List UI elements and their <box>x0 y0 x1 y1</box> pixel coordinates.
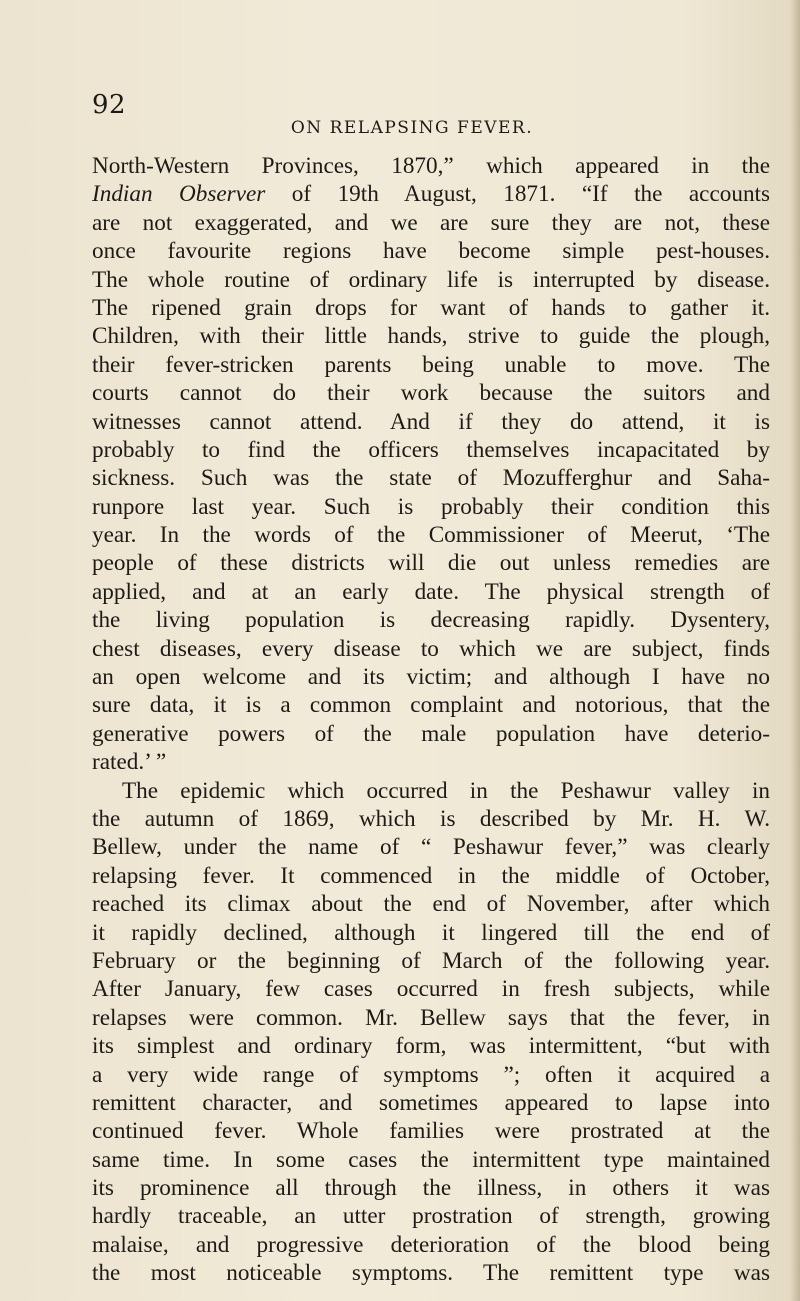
running-head: ON RELAPSING FEVER. <box>290 118 534 138</box>
italic-title: Indian Observer <box>92 181 266 208</box>
text-line: once favourite regions have become simple pest-houses. <box>92 238 770 265</box>
text-line: runpore last year. Such is probably their condition this <box>92 493 770 520</box>
text-line: courts cannot do their work because the suitors and <box>92 380 770 407</box>
text-line: continued fever. Whole families were prostrated at the <box>92 1118 770 1145</box>
text-line: the autumn of 1869, which is described by Mr. H. W. <box>92 805 770 832</box>
text-line: sickness. Such was the state of Mozufferghur and Saha- <box>92 465 770 492</box>
text-line: Children, with their little hands, strive to guide the plough, <box>92 323 770 350</box>
text-line: malaise, and progressive deterioration of the blood being <box>92 1231 770 1258</box>
text-line <box>92 180 770 208</box>
text-line: sure data, it is a common complaint and notorious, that the <box>92 692 770 719</box>
text-line: remittent character, and sometimes appeared to lapse into <box>92 1089 770 1116</box>
text-line: people of these districts will die out unless remedies are <box>92 550 770 577</box>
text-line: rated.’ ” <box>92 749 167 776</box>
text-line: relapsing fever. It commenced in the middle of October, <box>92 862 770 889</box>
text-line: Bellew, under the name of “ Peshawur fever,” was clearly <box>92 834 770 861</box>
text-line: its simplest and ordinary form, was intermittent, “but with <box>92 1033 770 1060</box>
text-line: February or the beginning of March of the following year. <box>92 947 770 974</box>
text-line: are not exaggerated, and we are sure they are not, these <box>92 209 770 236</box>
text-line: a very wide range of symptoms ”; often it acquired a <box>92 1061 770 1088</box>
page-number: 92 <box>92 90 127 120</box>
body-text <box>92 152 770 1288</box>
text-line: witnesses cannot attend. And if they do attend, it is <box>92 408 770 435</box>
text-line: The whole routine of ordinary life is interrupted by disease. <box>92 266 770 293</box>
text-line: The ripened grain drops for want of hands to gather it. <box>92 294 770 321</box>
text-line: generative powers of the male population have deterio- <box>92 720 770 747</box>
paragraph-start-line: The epidemic which occurred in the Peshawur valley in <box>122 777 770 804</box>
text-line: hardly traceable, an utter prostration of strength, growing <box>92 1203 770 1230</box>
text-line: applied, and at an early date. The physical strength of <box>92 578 770 605</box>
text-line: After January, few cases occurred in fresh subjects, while <box>92 976 770 1003</box>
text-line: same time. In some cases the intermittent type maintained <box>92 1146 770 1173</box>
page-edge-shadow <box>790 0 800 1301</box>
text-line-rest: of 19th August, 1871. “If the accounts <box>291 181 771 208</box>
text-line: it rapidly declined, although it lingered till the end of <box>92 919 770 946</box>
text-line: their fever-stricken parents being unable to move. The <box>92 351 770 378</box>
text-line: an open welcome and its victim; and although I have no <box>92 664 770 691</box>
text-line: relapses were common. Mr. Bellew says that the fever, in <box>92 1004 770 1031</box>
text-line: the living population is decreasing rapidly. Dysentery, <box>92 607 770 634</box>
text-line: North-Western Provinces, 1870,” which appeared in the <box>92 153 770 179</box>
text-line: its prominence all through the illness, in others it was <box>92 1175 770 1202</box>
text-line: reached its climax about the end of November, after which <box>92 891 770 918</box>
text-line: the most noticeable symptoms. The remittent type was <box>92 1260 770 1287</box>
text-line: probably to find the officers themselves incapacitated by <box>92 436 770 463</box>
text-line: chest diseases, every disease to which we are subject, finds <box>92 635 770 662</box>
text-line: year. In the words of the Commissioner of Meerut, ‘The <box>92 522 770 549</box>
